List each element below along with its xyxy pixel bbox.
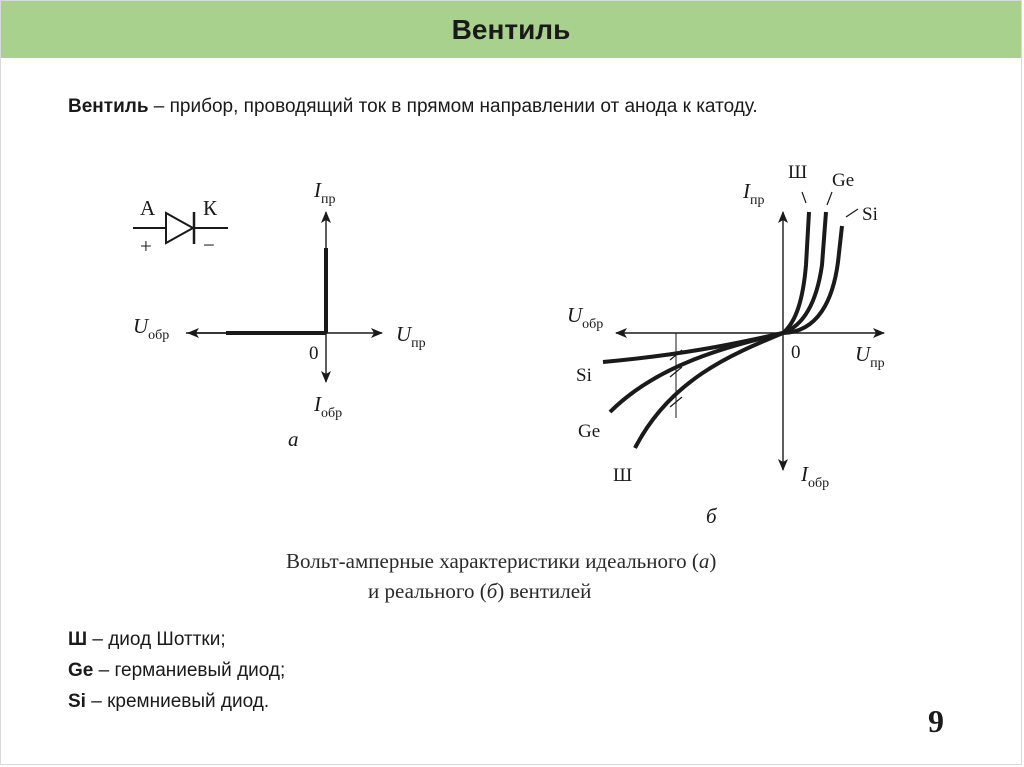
label-u-fwd-a: $U_{пр}$ bbox=[396, 322, 426, 351]
page-number: 9 bbox=[928, 703, 944, 739]
legend-item: Ш – диод Шоттки; bbox=[68, 629, 226, 650]
curve-si-reverse bbox=[603, 333, 783, 362]
legend-item: Si – кремниевый диод. bbox=[68, 691, 270, 712]
diode-triangle bbox=[166, 213, 193, 243]
curve-si-forward bbox=[783, 226, 842, 333]
slide-title: Вентиль bbox=[451, 13, 571, 45]
origin-a: 0 bbox=[309, 343, 319, 364]
plus-label: + bbox=[140, 234, 152, 258]
figure-a-letter: а bbox=[288, 427, 299, 451]
label-i-rev-b: $I_{обр}$ bbox=[801, 462, 830, 491]
diode-symbol bbox=[133, 196, 228, 258]
minus-label: − bbox=[203, 233, 215, 257]
curve-sh-reverse bbox=[635, 333, 783, 448]
definition-term: Вентиль bbox=[68, 96, 149, 117]
figure-b bbox=[567, 162, 885, 528]
curve-label-sh-bottom: Ш bbox=[613, 465, 633, 486]
curve-label-si-top: Si bbox=[862, 204, 878, 225]
curve-label-si-bottom: Si bbox=[576, 365, 592, 386]
curve-label-ge-top: Ge bbox=[832, 170, 855, 191]
legend-item: Ge – германиевый диод; bbox=[68, 660, 286, 681]
label-u-fwd-b: $U_{пр}$ bbox=[855, 342, 885, 371]
caption-line-2: и реального (б) вентилей bbox=[368, 579, 592, 603]
curve-label-ge-bottom: Ge bbox=[578, 421, 601, 442]
origin-b: 0 bbox=[791, 342, 801, 363]
caption-line-1: Вольт-амперные характеристики идеального (а) bbox=[286, 549, 717, 573]
figure-b-letter: б bbox=[706, 504, 717, 528]
anode-label: А bbox=[140, 196, 156, 220]
cathode-label: К bbox=[203, 196, 218, 220]
label-u-rev-a: $U_{обр}$ bbox=[133, 314, 170, 343]
definition-text: – прибор, проводящий ток в прямом направлении от анода к катоду. bbox=[148, 96, 758, 117]
label-i-rev-a: $I_{обр}$ bbox=[314, 392, 343, 421]
leader-sh bbox=[802, 192, 806, 203]
curve-label-sh-top: Ш bbox=[788, 162, 808, 183]
label-i-fwd-b: $I_{пр}$ bbox=[743, 179, 765, 208]
label-u-rev-b: $U_{обр}$ bbox=[567, 303, 604, 332]
legend bbox=[68, 624, 285, 717]
leader-si bbox=[846, 209, 858, 217]
label-i-fwd-a: $I_{пр}$ bbox=[314, 178, 336, 207]
figure-caption bbox=[286, 546, 886, 606]
leader-ge bbox=[827, 192, 832, 205]
